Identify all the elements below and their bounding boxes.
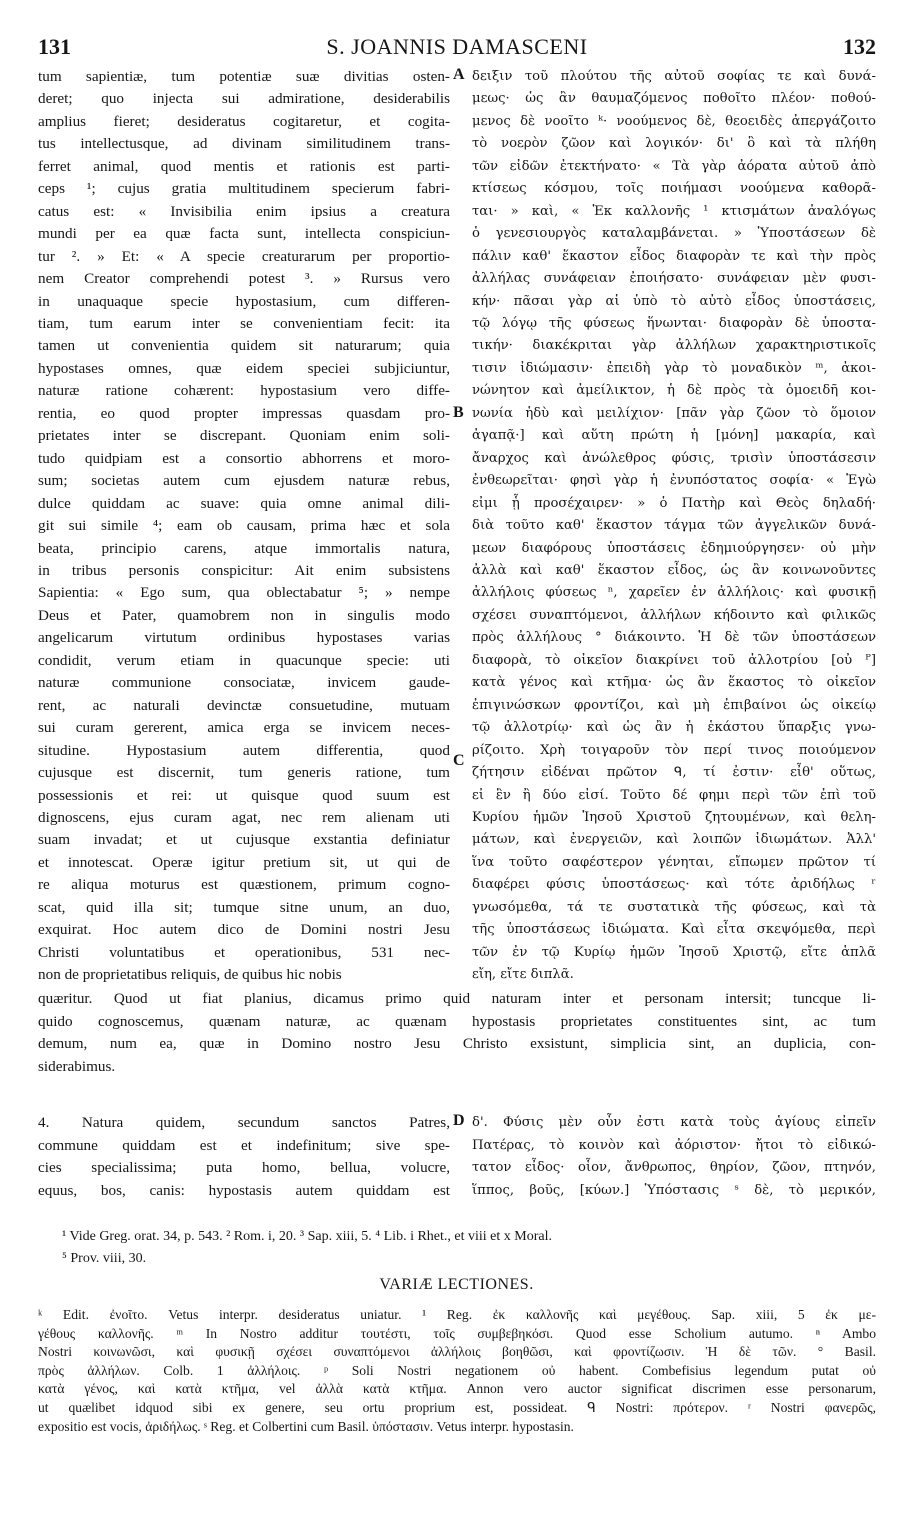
latin-text-line: in tribus personis conspicitur: Ait enim subsistens [38, 561, 450, 579]
margin-marker-b: B [453, 404, 464, 421]
latin-text-line: catus est: « Invisibilia enim ipsius a creatura [38, 202, 450, 220]
greek-text-line: εἰ ἓν ἢ δύο εἰσί. Τοῦτο δέ φημι περὶ τῶν ἐπὶ τοῦ [472, 787, 876, 803]
latin-text-line: ceps ¹; cujus gratia multitudinem specierum fabri- [38, 180, 450, 198]
greek-text-line: κήν· πᾶσαι γὰρ αἱ ὑπὸ τὸ αὐτὸ εἶδος ὑποστάσεις, [472, 293, 876, 309]
footnote-line: ¹ Vide Greg. orat. 34, p. 543. ² Rom. i, 20. ³ Sap. xiii, 5. ⁴ Lib. i Rhet., et viii et x Moral. [62, 1229, 552, 1244]
latin-text-line: Deus et Pater, quamobrem non in singulis modo [38, 606, 450, 624]
variant-reading-line: ᵏ Edit. ἐνοῖτο. Vetus interpr. desideratus uniatur. ¹ Reg. ἐκ καλλονῆς καὶ μεγέθους. Sap. xiii, 5 ἐκ με- [38, 1307, 876, 1322]
latin-text-line: tudo quidpiam est a consortio abhorrens et moro- [38, 449, 450, 467]
latin-text-line: naturæ communione consociatæ, invicem gaude- [38, 674, 450, 692]
greek-text-line: τῶν εἰδῶν ἐτεκτήνατο· « Τὰ γὰρ ἀόρατα αὐτοῦ ἀπὸ [472, 158, 876, 174]
greek-text-line: μεων διαφόρους ὑποστάσεις ἐδημιούργησεν· οὐ μὴν [472, 540, 876, 556]
latin-text-line: naturæ ratione cohærent: hypostasium vero diffe- [38, 382, 450, 400]
greek-text-line: ὁ γενεσιουργὸς καταλαμβάνεται. » Ὑποστάσεων δὲ [472, 226, 876, 242]
latin-text-line: mundi per ea quæ facta sunt, intellecta conspiciun- [38, 225, 450, 243]
variant-reading-line: γέθους καλλονῆς. ᵐ In Nostro additur τουτέστι, τοῖς συμβεβηκόσι. Quod esse Scholium autumo. ⁿ Ambo [38, 1325, 876, 1341]
page-number-right: 132 [843, 34, 876, 59]
latin-text-line: hypostases omnes, quæ eidem speciei subjiciuntur, [38, 359, 450, 377]
greek-text-line: τὸ νοερὸν ζῶον καὶ λογικόν· δι' ὃ καὶ τὰ πλήθη [472, 136, 876, 152]
variant-reading-line: Nostri κοινωνῶσι, καὶ φυσικῇ σχέσει συναπτόμενοι ἀλλήλοις βοηθῶσι, καὶ φροντίζωσιν. Ἡ δὲ τῶν. ° Basil. [38, 1344, 876, 1360]
greek-text-line: ἐπιγινώσκων φροντίζοι, καὶ μὴ ἐπιβαίνοι ὡς οἰκείῳ [472, 697, 876, 713]
latin-text-line: re aliqua moturus est quæstionem, primum cogno- [38, 876, 450, 894]
section-4-greek-line: Πατέρας, τὸ κοινὸν καὶ ἀόριστον· ἤτοι τὸ εἰδικώ- [472, 1137, 876, 1153]
greek-text-line: ἐνθεωρεῖται· φησὶ γὰρ ἡ ἐνυπόστατος σοφία· « Ἐγὼ [472, 473, 876, 489]
latin-text-line: dulce quiddam ac suave: quia omne animal dili- [38, 494, 450, 512]
latin-text-line: amplius fieret; desideratus cogitaretur, et cogita- [38, 112, 450, 130]
greek-text-line: μενος δὲ νοοῖτο ᵏ· νοούμενος δὲ, θεοειδὲς ἀπεργάζοιτο [472, 113, 876, 129]
latin-text-line: Sapientia: « Ego sum, qua oblectabatur ⁵; » nempe [38, 584, 450, 602]
greek-text-line: γνωσόμεθα, τά τε συστατικὰ τῆς φύσεως, καὶ τὰ [472, 899, 876, 915]
section-4-latin-line: commune quiddam est et indefinitum; sive spe- [38, 1136, 450, 1154]
latin-text-line: ferret animal, quod mentis et rationis est parti- [38, 157, 450, 175]
full-width-line: siderabimus. [38, 1057, 116, 1075]
greek-text-line: ἀλλὰ καὶ καθ' ἕκαστον εἶδος, ὡς ἂν κοινωνοῦντες [472, 562, 876, 578]
latin-text-line: non de proprietatibus reliquis, de quibus hic nobis [38, 966, 342, 984]
full-width-line: demum, num ea, quæ in Domino nostro Jesu Christo exsistunt, simplicia sint, an duplicia, con- [38, 1035, 876, 1052]
greek-text-line: τῷ λόγῳ τῆς φύσεως ἥνωνται· διαφορὰν δὲ ὑποστα- [472, 315, 876, 331]
greek-text-line: διαφορὰ, τὸ οἰκεῖον διακρίνει τοῦ ἀλλοτρίου [οὐ ᴾ] [472, 652, 876, 668]
latin-text-line: tiam, tum earum inter se convenientiam fecit: ita [38, 314, 450, 332]
latin-text-line: Christi voluntatibus et operationibus, 531 nec- [38, 943, 450, 961]
greek-text-line: πρὸς ἀλλήλους ° διάκοιντο. Ἡ δὲ τῶν ὑποστάσεων [472, 630, 876, 646]
latin-text-line: rentia, eo quod propter impressas quasdam pro- [38, 404, 450, 422]
greek-text-line: ται· » καὶ, « Ἐκ καλλονῆς ¹ κτισμάτων ἀναλόγως [472, 203, 876, 219]
greek-text-line: τῆς ὑποστάσεως ἰδιώματα. Καὶ εἶτα σκεψόμεθα, περὶ [472, 922, 876, 938]
full-width-paragraph [38, 988, 876, 1078]
margin-marker-a: A [453, 66, 465, 83]
page-number-left: 131 [38, 34, 71, 59]
variant-reading-line: ut quælibet idquod sibi ex genere, seu ortu proprium est, possideat. ᑫ Nostri: πρότερον. ʳ Nostri φανερῶς, [38, 1399, 876, 1415]
greek-column [472, 66, 876, 987]
margin-marker-c: C [453, 752, 465, 769]
latin-text-line: deret; quo injecta sui admiratione, desiderabilis [38, 90, 450, 108]
variant-reading-line: κατὰ γένος, καὶ κατὰ κτῆμα, vel ἀλλὰ κατὰ κτῆμα. Annon vero auctor significat discrimen esse personarum, [38, 1381, 876, 1397]
section-4-greek-line: τατον εἶδος· οἷον, ἄνθρωπος, θηρίον, ζῶον, πτηνόν, [472, 1160, 876, 1175]
greek-text-line: ρίζοιτο. Χρὴ τοιγαροῦν τὸν περί τινος ποιούμενον [472, 742, 876, 758]
latin-text-line: tus intellectusque, ad divinam similitudinem trans- [38, 135, 450, 153]
running-title: S. JOANNIS DAMASCENI [326, 34, 588, 59]
latin-text-line: angelicarum virtutum ordinibus hypostases varias [38, 629, 450, 647]
greek-text-line: διὰ τοῦτο καθ' ἕκαστον τάγμα τῶν ἀγγελικῶν δυνά- [472, 518, 876, 534]
latin-text-line: sui curam gererent, amica erga se invicem neces- [38, 719, 450, 737]
greek-text-line: τισιν ἰδιώμασιν· ἐπειδὴ γὰρ τὸ μοναδικὸν ᵐ, ἀκοι- [472, 360, 876, 376]
latin-text-line: tur ². » Et: « A specie creaturarum per proportio- [38, 247, 450, 265]
greek-text-line: τῶν ἐν τῷ Κυρίῳ ἡμῶν Ἰησοῦ Χριστῷ, εἴτε ἁπλᾶ [472, 944, 876, 960]
greek-text-line: ἀλλήλοις φύσεως ⁿ, χαρεῖεν ἐν ἀλλήλοις· καὶ φυσικῇ [472, 585, 876, 601]
greek-text-line: νώνητον καὶ ἀμείλικτον, ἡ δὲ πρὸς τὰ ὁμοειδῆ κοι- [472, 383, 876, 399]
latin-column [38, 66, 450, 987]
greek-text-line: μάτων, καὶ ἐνεργειῶν, καὶ λοιπῶν ἰδιωμάτων. Ἀλλ' [472, 832, 876, 848]
latin-text-line: cujusque est discernit, tum generis ratione, tum [38, 764, 450, 782]
greek-text-line: κατὰ γένος καὶ κτῆμα· ὡς ἂν ἕκαστος τὸ οἰκεῖον [472, 675, 876, 691]
greek-text-line: ἀλλήλας συνάφειαν ἐποιήσατο· συνάφειαν μὲν φυσι- [472, 271, 876, 287]
latin-text-line: dignoscens, ejus curam agat, nec rem alienam uti [38, 808, 450, 826]
greek-text-line: Κυρίου ἡμῶν Ἰησοῦ Χριστοῦ ζητουμένων, καὶ θελη- [472, 809, 876, 825]
footnotes [62, 1226, 876, 1270]
latin-text-line: rent, ac naturali devinctæ consuetudine, mutuam [38, 696, 450, 714]
greek-text-line: ζήτησιν εἰδέναι πρῶτον ᑫ, τί ἐστιν· εἶθ' οὕτως, [472, 765, 876, 781]
margin-marker-d: D [453, 1112, 465, 1129]
latin-text-line: sum; societas autem cum ejusdem naturæ rebus, [38, 472, 450, 490]
section-4-greek [472, 1112, 876, 1202]
variae-lectiones-heading: VARIÆ LECTIONES. [379, 1276, 534, 1293]
greek-text-line: πάλιν καθ' ἕκαστον εἶδος διαφορὰν τε καὶ τὴν πρὸς [472, 248, 876, 264]
greek-text-line: δειξιν τοῦ πλούτου τῆς αὐτοῦ σοφίας τε καὶ δυνά- [472, 69, 876, 84]
greek-text-line: εἴη, εἴτε διπλᾶ. [472, 967, 574, 983]
greek-text-line: ἀγαπᾷ·] καὶ αὕτη πρώτη ἡ [μόνη] μακαρία, καὶ [472, 428, 876, 444]
full-width-line: quido cognoscemus, quænam naturæ, ac quænam hypostasis proprietates constituentes sint, ac tum [38, 1012, 876, 1030]
greek-text-line: τῷ ἀλλοτρίῳ· καὶ ὡς ἂν ἡ ἑκάστου ὕπαρξις γνω- [472, 720, 876, 736]
full-width-line: quæritur. Quod ut fiat planius, dicamus primo quid naturam inter et personam intersit; tuncque li- [38, 990, 876, 1007]
greek-text-line: κτίσεως κόσμου, τοῖς ποιήμασι νοούμενα καθορᾶ- [472, 181, 876, 197]
latin-text-line: scat, quid illa sit; tumque sitne unum, an duo, [38, 898, 450, 916]
variae-lectiones [38, 1306, 876, 1436]
latin-text-line: situdine. Hypostasium autem differentia, quod [38, 741, 450, 759]
running-head [38, 34, 876, 64]
latin-text-line: prietates inter se discrepant. Quoniam enim soli- [38, 427, 450, 445]
greek-text-line: μεως· ὡς ἂν θαυμαζόμενος ποθοῖτο πλέον· ποθού- [472, 91, 876, 107]
latin-text-line: nem Creator comprehendi potest ³. » Rursus vero [38, 270, 450, 288]
latin-text-line: beata, principio carens, atque immortalis natura, [38, 539, 450, 557]
latin-text-line: exquirat. Hoc autem dico de Domini nostri Jesu [38, 921, 450, 939]
latin-text-line: tamen ut convenientia quidem sit naturarum; quia [38, 337, 450, 355]
greek-text-line: εἰμι ᾗ προσέχαιρεν· » ὁ Πατὴρ καὶ Θεὸς δηλαδή· [472, 495, 876, 511]
section-4-greek-line: ἵππος, βοῦς, [κύων.] Ὑπόστασις ˢ δὲ, τὸ μερικόν, [472, 1182, 876, 1198]
section-4-latin [38, 1112, 450, 1202]
latin-text-line: et innotescat. Operæ igitur pretium sit, ut qui de [38, 853, 450, 871]
latin-text-line: condidit, verum etiam in quacunque specie: uti [38, 651, 450, 669]
section-4-latin-line: equus, bos, canis: hypostasis autem quiddam est [38, 1181, 450, 1199]
greek-text-line: τικήν· διακέκριται γὰρ ἀλλήλων χαρακτηριστικοῖς [472, 338, 876, 354]
section-4-latin-line: 4. Natura quidem, secundum sanctos Patres, [38, 1114, 450, 1131]
greek-text-line: ἵνα τοῦτο σαφέστερον γένηται, εἴπωμεν πρῶτον τί [472, 854, 876, 870]
latin-text-line: possessionis et rei: ut quisque quod suum est [38, 786, 450, 804]
section-4-latin-line: cies specialissima; puta homo, bellua, volucre, [38, 1159, 450, 1176]
latin-text-line: in unaquaque specie hypostasium, cum differen- [38, 292, 450, 310]
greek-text-line: νωνία ἡδὺ καὶ μειλίχιον· [πᾶν γὰρ ζῶον τὸ ὅμοιον [472, 405, 876, 421]
variant-reading-line: πρὸς ἀλλήλων. Colb. 1 ἀλλήλοις. ᵖ Soli Nostri negationem οὐ habent. Combefisius legendum putat οὐ [38, 1362, 876, 1378]
section-4-greek-line: δ'. Φύσις μὲν οὖν ἐστι κατὰ τοὺς ἁγίους εἰπεῖν [472, 1115, 876, 1130]
variant-reading-line: expositio est vocis, ἀριδήλως. ˢ Reg. et Colbertini cum Basil. ὑπόστασιν. Vetus interpr. hypostasin. [38, 1418, 574, 1434]
greek-text-line: ἄναρχος καὶ ἀνώλεθρος φύσις, τρισὶν ὑποστάσεσιν [472, 450, 876, 466]
footnote-line: ⁵ Prov. viii, 30. [62, 1251, 147, 1266]
latin-text-line: tum sapientiæ, tum potentiæ suæ divitias osten- [38, 68, 450, 85]
latin-text-line: git sui simile ⁴; eam ob causam, prima hæc et sola [38, 517, 450, 535]
greek-text-line: διαφέρει φύσις ὑποστάσεως· καὶ τότε ἀριδήλως ʳ [472, 877, 876, 893]
greek-text-line: σχέσει συναπτόμενοι, ἀλλήλων κήδοιντο καὶ φιλικῶς [472, 607, 876, 623]
latin-text-line: suam invadat; et ut cujusque exstantia definiatur [38, 831, 450, 849]
